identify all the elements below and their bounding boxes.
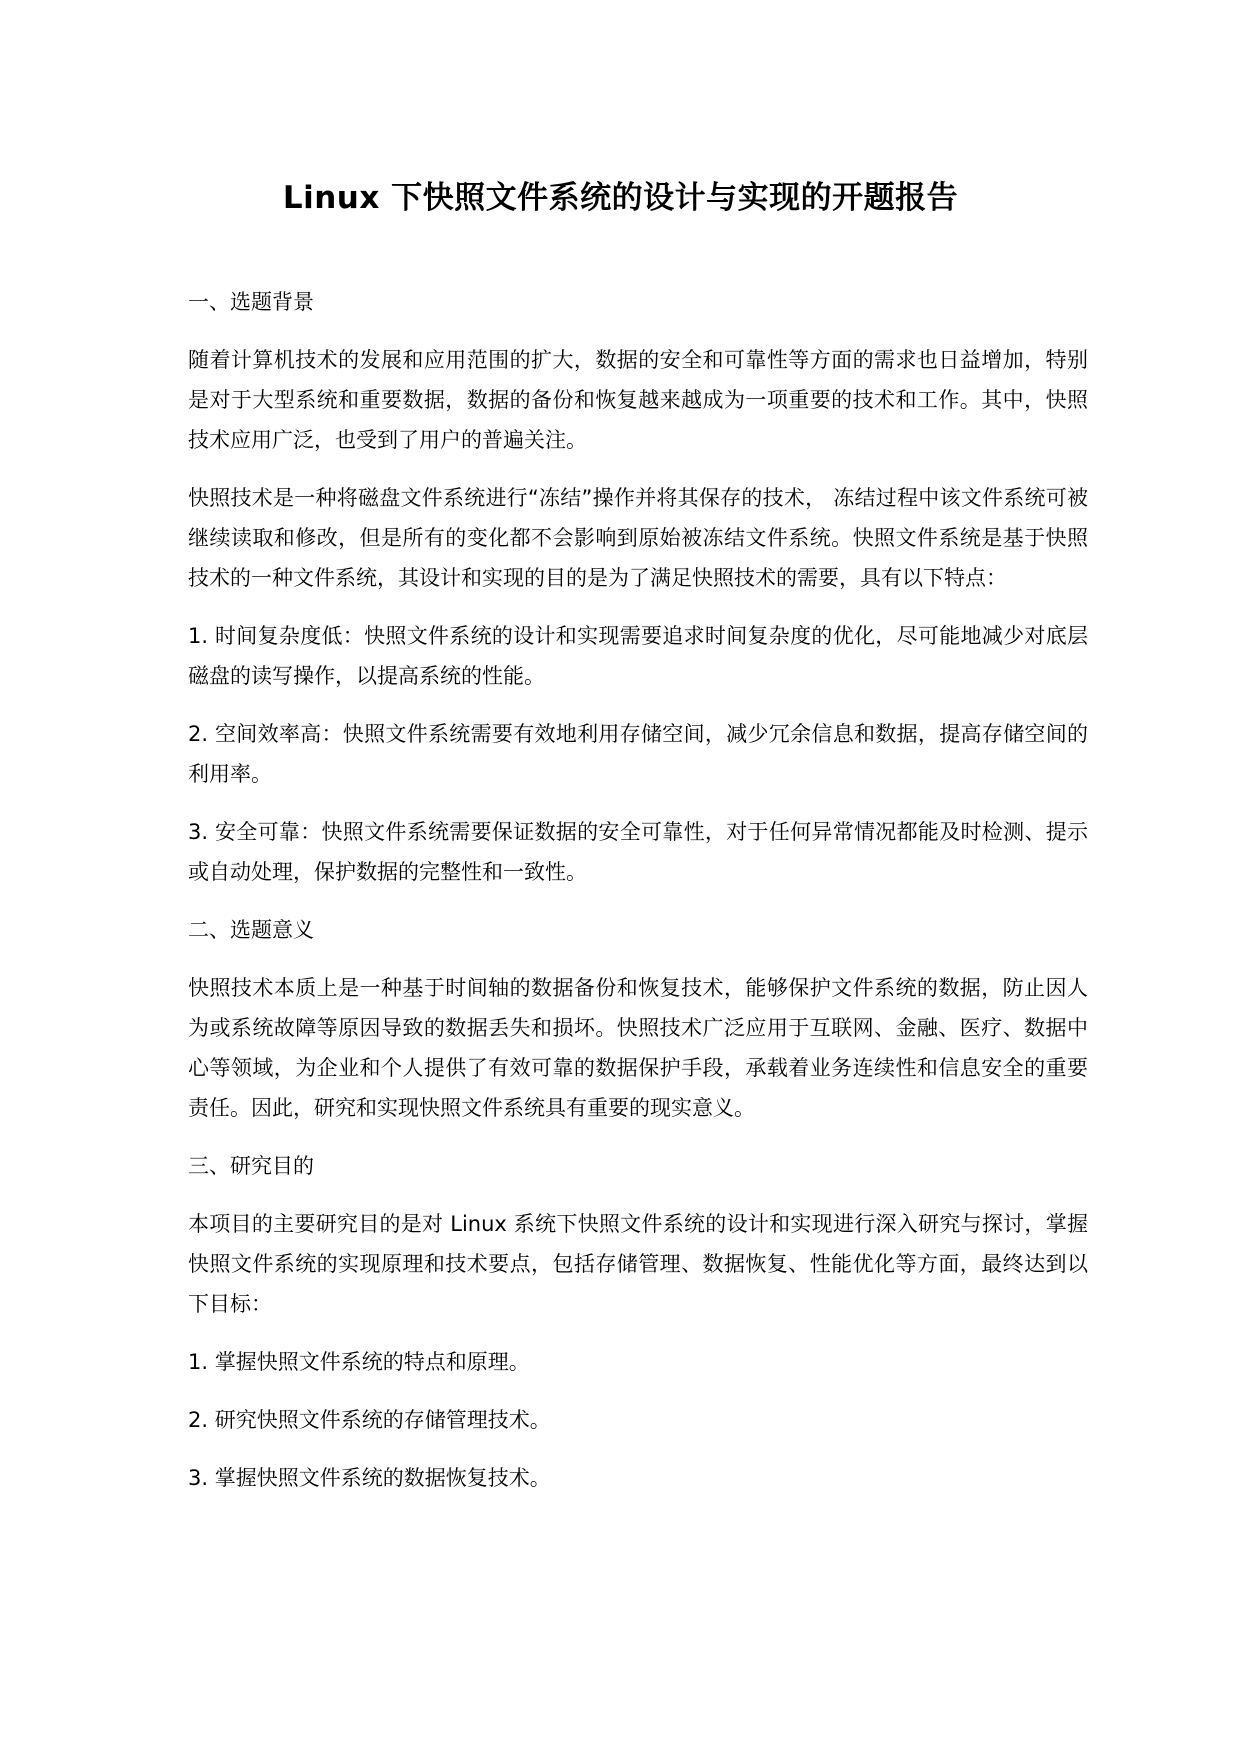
paragraph-background-2: 快照技术是一种将磁盘文件系统进行“冻结”操作并将其保存的技术， 冻结过程中该文件系统可被继续读取和修改，但是所有的变化都不会影响到原始被冻结文件系统。快照文件系统是基于快照技术的一种文件系统，其设计和实现的目的是为了满足快照技术的需要，具有以下特点： — [188, 486, 1088, 590]
section-heading-objective: 三、研究目的 — [188, 1154, 314, 1178]
document-title: Linux 下快照文件系统的设计与实现的开题报告 — [282, 180, 959, 216]
list-item-goal-2: 2. 研究快照文件系统的存储管理技术。 — [188, 1408, 551, 1432]
paragraph-objective: 本项目的主要研究目的是对 Linux 系统下快照文件系统的设计和实现进行深入研究与探讨，掌握快照文件系统的实现原理和技术要点，包括存储管理、数据恢复、性能优化等方面，最终达到以下目标： — [188, 1212, 1088, 1316]
list-item-feature-2: 2. 空间效率高：快照文件系统需要有效地利用存储空间，减少冗余信息和数据，提高存储空间的利用率。 — [188, 722, 1088, 786]
section-heading-background: 一、选题背景 — [188, 290, 314, 314]
list-item-goal-1: 1. 掌握快照文件系统的特点和原理。 — [188, 1350, 530, 1374]
section-heading-significance: 二、选题意义 — [188, 918, 314, 942]
list-item-feature-1: 1. 时间复杂度低：快照文件系统的设计和实现需要追求时间复杂度的优化，尽可能地减少对底层磁盘的读写操作，以提高系统的性能。 — [188, 624, 1088, 688]
document-body — [188, 282, 1088, 1498]
paragraph-background-1: 随着计算机技术的发展和应用范围的扩大，数据的安全和可靠性等方面的需求也日益增加，特别是对于大型系统和重要数据，数据的备份和恢复越来越成为一项重要的技术和工作。其中，快照技术应用广泛，也受到了用户的普遍关注。 — [188, 348, 1088, 452]
list-item-goal-3: 3. 掌握快照文件系统的数据恢复技术。 — [188, 1466, 551, 1490]
paragraph-significance: 快照技术本质上是一种基于时间轴的数据备份和恢复技术，能够保护文件系统的数据，防止因人为或系统故障等原因导致的数据丢失和损坏。快照技术广泛应用于互联网、金融、医疗、数据中心等领域，为企业和个人提供了有效可靠的数据保护手段，承载着业务连续性和信息安全的重要责任。因此，研究和实现快照文件系统具有重要的现实意义。 — [188, 976, 1088, 1120]
list-item-feature-3: 3. 安全可靠：快照文件系统需要保证数据的安全可靠性，对于任何异常情况都能及时检测、提示或自动处理，保护数据的完整性和一致性。 — [188, 820, 1088, 884]
